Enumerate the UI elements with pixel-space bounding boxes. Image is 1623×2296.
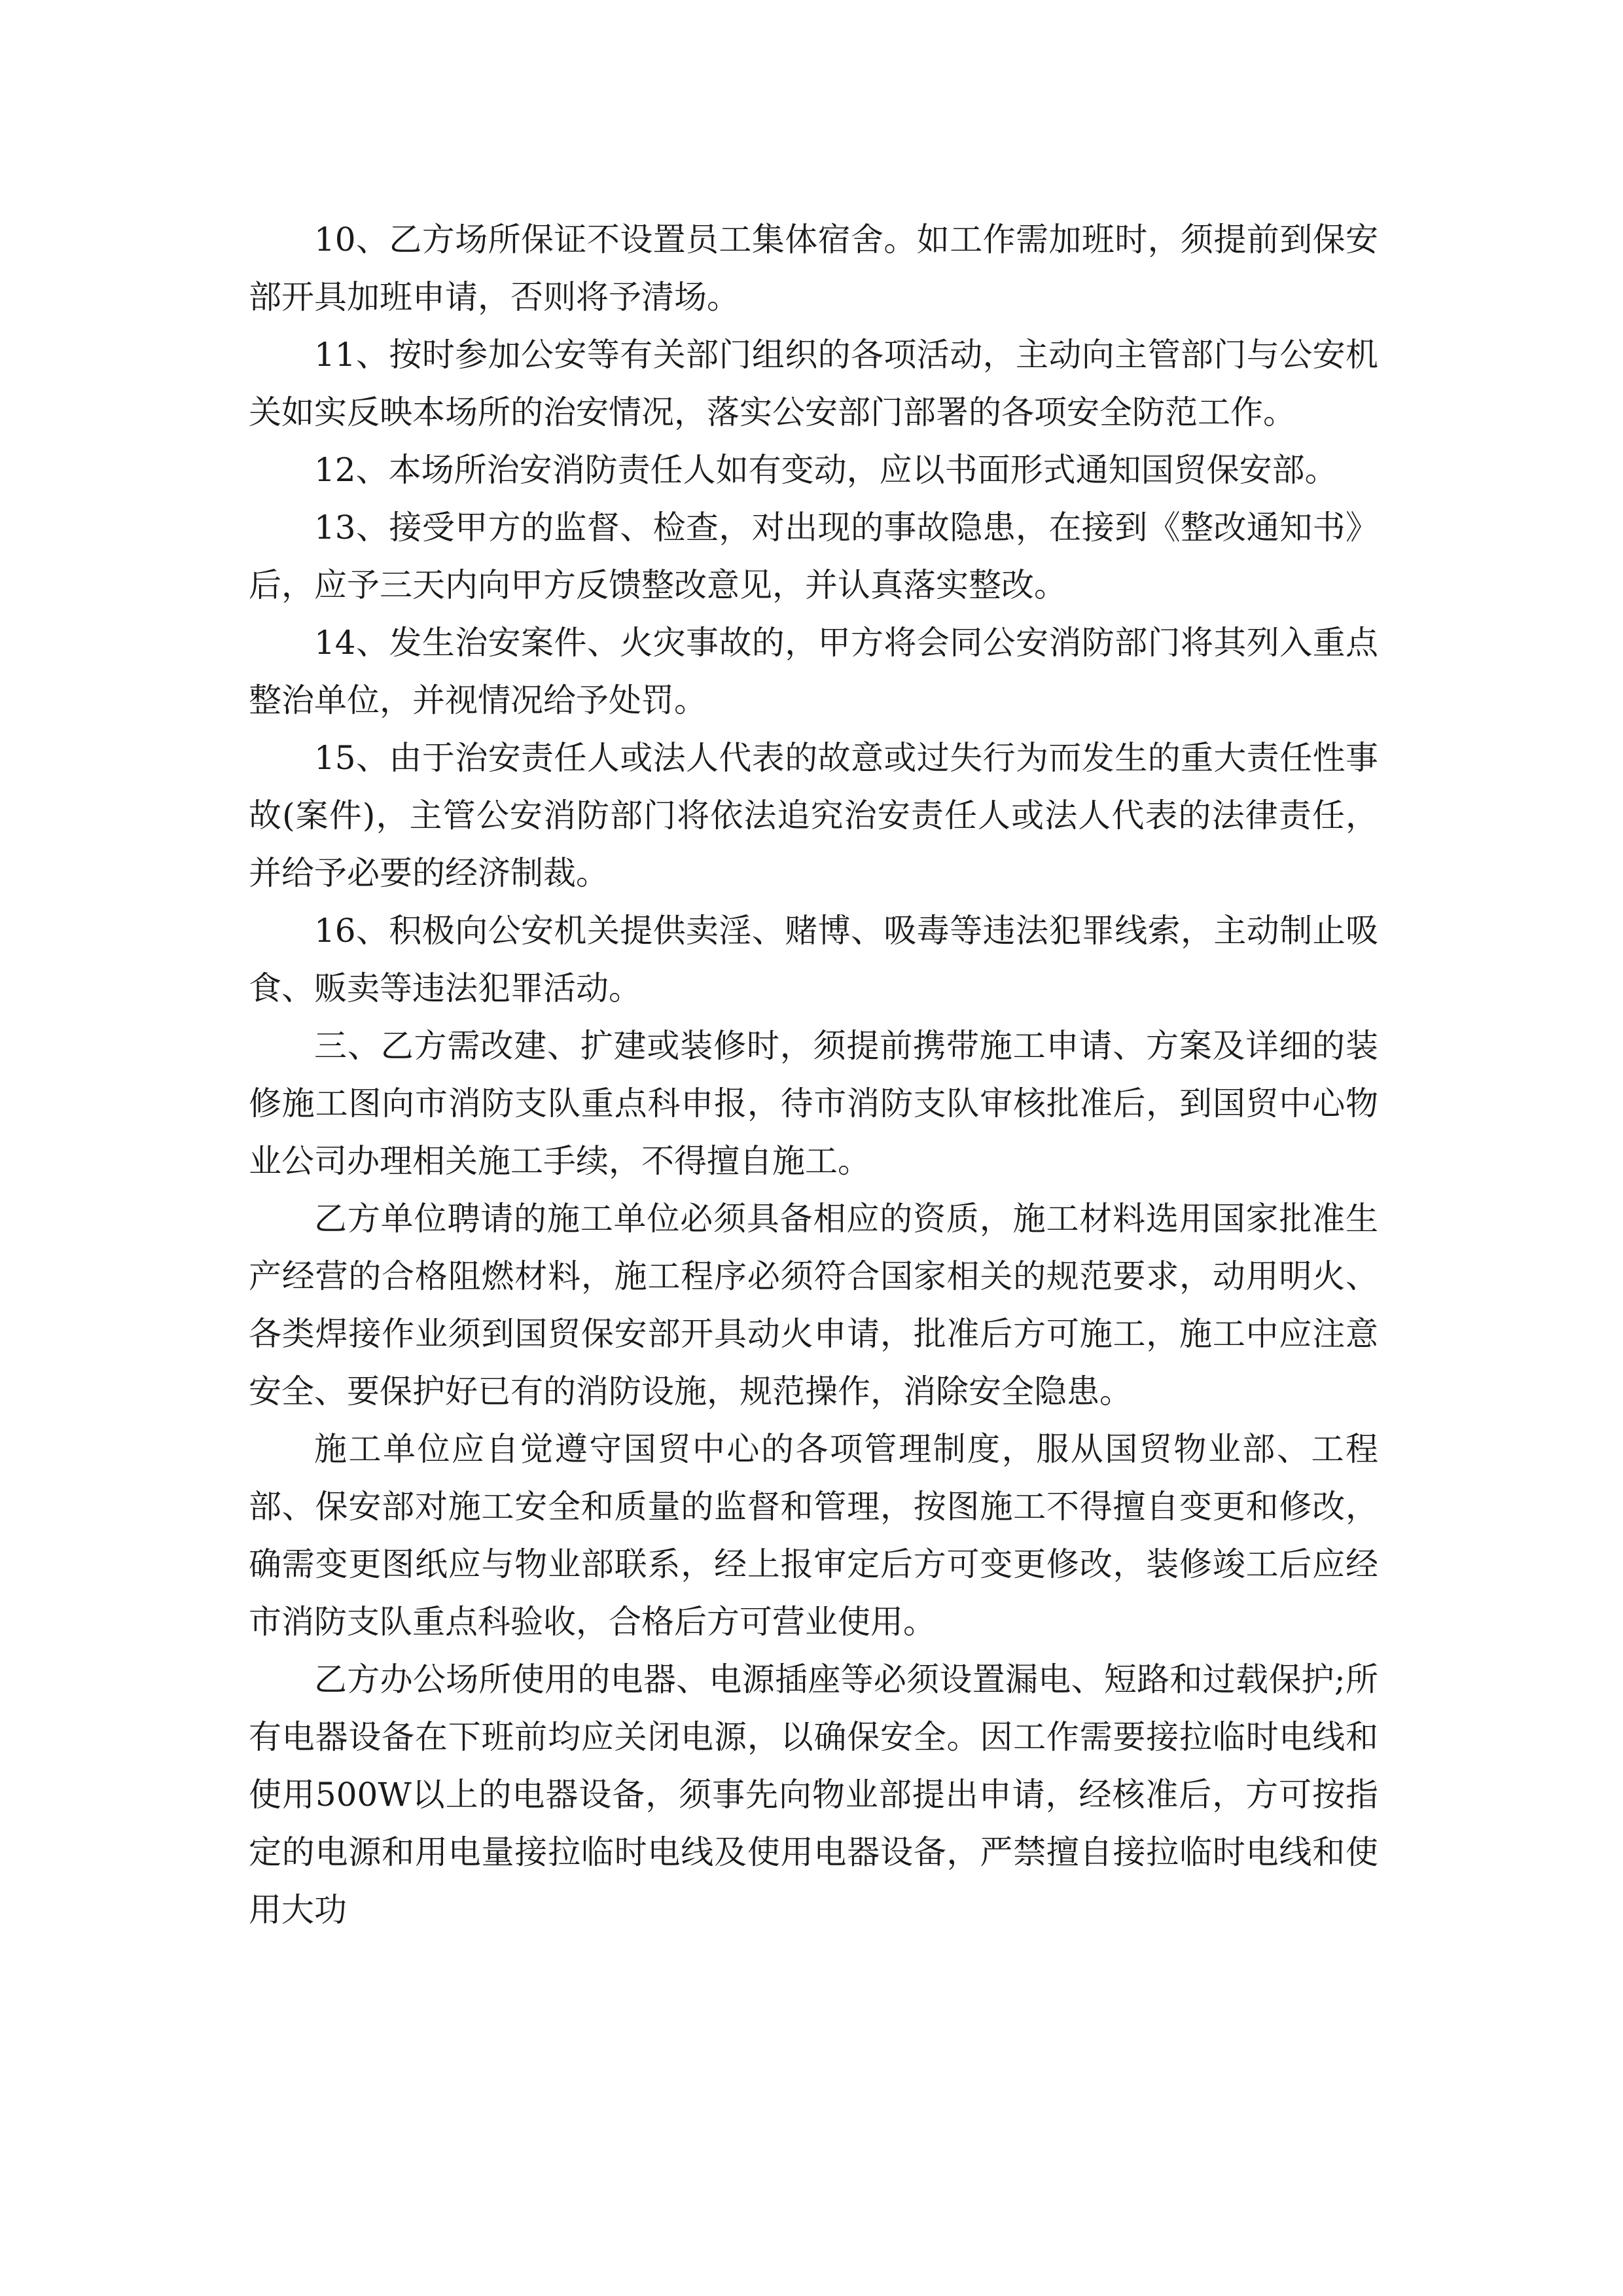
section-3-paragraph: 三、乙方需改建、扩建或装修时，须提前携带施工申请、方案及详细的装修施工图向市消防支队重点科申报，待市消防支队审核批准后，到国贸中心物业公司办理相关施工手续，不得擅自施工。 [249,1027,1378,1180]
clause-13: 13、接受甲方的监督、检查，对出现的事故隐患，在接到《整改通知书》后，应予三天内向甲方反馈整改意见，并认真落实整改。 [249,509,1378,604]
clause-10: 10、乙方场所保证不设置员工集体宿舍。如工作需加班时，须提前到保安部开具加班申请，否则将予清场。 [249,221,1378,316]
clause-16: 16、积极向公安机关提供卖淫、赌博、吸毒等违法犯罪线索，主动制止吸食、贩卖等违法犯罪活动。 [249,912,1378,1007]
clause-12: 12、本场所治安消防责任人如有变动，应以书面形式通知国贸保安部。 [314,451,1338,489]
clause-14: 14、发生治安案件、火灾事故的，甲方将会同公安消防部门将其列入重点整治单位，并视情况给予处罚。 [249,624,1378,719]
contractor-qualification-paragraph: 乙方单位聘请的施工单位必须具备相应的资质，施工材料选用国家批准生产经营的合格阻燃材料，施工程序必须符合国家相关的规范要求，动用明火、各类焊接作业须到国贸保安部开具动火申请，批准后方可施工，施工中应注意安全、要保护好已有的消防设施，规范操作，消除安全隐患。 [249,1200,1378,1410]
electrical-safety-paragraph: 乙方办公场所使用的电器、电源插座等必须设置漏电、短路和过载保护;所有电器设备在下班前均应关闭电源，以确保安全。因工作需要接拉临时电线和使用500W以上的电器设备，须事先向物业部提出申请，经核准后，方可按指定的电源和用电量接拉临时电线及使用电器设备，严禁擅自接拉临时电线和使用大功 [249,1660,1378,1929]
document-body [249,211,1378,1939]
clause-11: 11、按时参加公安等有关部门组织的各项活动，主动向主管部门与公安机关如实反映本场所的治安情况，落实公安部门部署的各项安全防范工作。 [249,336,1378,431]
construction-rules-paragraph: 施工单位应自觉遵守国贸中心的各项管理制度，服从国贸物业部、工程部、保安部对施工安全和质量的监督和管理，按图施工不得擅自变更和修改，确需变更图纸应与物业部联系，经上报审定后方可变更修改，装修竣工后应经市消防支队重点科验收，合格后方可营业使用。 [249,1430,1378,1641]
clause-15: 15、由于治安责任人或法人代表的故意或过失行为而发生的重大责任性事故(案件)，主管公安消防部门将依法追究治安责任人或法人代表的法律责任，并给予必要的经济制裁。 [249,739,1378,892]
